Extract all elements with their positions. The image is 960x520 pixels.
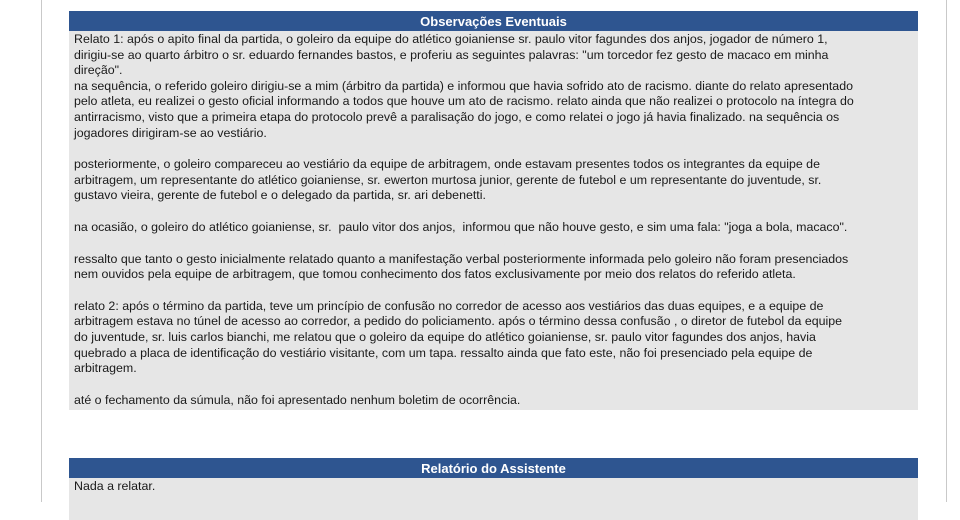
observacoes-section xyxy=(69,11,918,410)
assistente-section xyxy=(69,458,918,520)
relato-1-paragraph: Relato 1: após o apito final da partida, o goleiro da equipe do atlético goianiense sr. paulo vitor fagundes dos anjos, jogador de número 1, dirigiu-se ao quarto árbitro o sr. eduardo fernandes bastos, e proferiu as seguintes palavras: "um torcedor fez gesto de macaco em minha direção". na sequência, o referido goleiro dirigiu-se a mim (árbitro da partida) e informou que havia sofrido ato de racismo. diante do relato apresentado pelo atleta, eu realizei o gesto oficial informando a todos que houve um ato de racismo. relato ainda que não realizei o protocolo na íntegra do antirracismo, visto que a primeira etapa do protocolo prevê a paralisação do jogo, e como relatei o jogo já havia finalizado. na sequência os jogadores dirigiram-se ao vestiário. xyxy=(74,32,854,140)
observacoes-header: Observações Eventuais xyxy=(69,11,918,31)
assistente-body xyxy=(69,478,918,520)
boletim-paragraph: até o fechamento da súmula, não foi apresentado nenhum boletim de ocorrência. xyxy=(74,392,521,407)
posteriormente-paragraph: posteriormente, o goleiro compareceu ao vestiário da equipe de arbitragem, onde estavam presentes todos os integrantes da equipe de arbitragem, um representante do atlético goianiense, sr. ewerton murtosa junior, gerente de futebol e um representante do juventude, sr. gustavo vieira, gerente de futebol e o delegado da partida, sr. ari debenetti. xyxy=(74,157,822,203)
assistente-header: Relatório do Assistente xyxy=(69,458,918,478)
observacoes-body xyxy=(69,31,918,410)
relato-2-paragraph: relato 2: após o término da partida, teve um princípio de confusão no corredor de acesso aos vestiários das duas equipes, e a equipe de arbitragem estava no túnel de acesso ao corredor, a pedido do policiamento. após o término dessa confusão , o diretor de futebol da equipe do juventude, sr. luis carlos bianchi, me relatou que o goleiro da equipe do atlético goianiense, sr. paulo vitor fagundes dos anjos, havia quebrado a placa de identificação do vestiário visitante, com um tapa. ressalto ainda que fato este, não foi presenciado pela equipe de arbitragem. xyxy=(74,298,843,376)
ocasiao-paragraph: na ocasião, o goleiro do atlético goianiense, sr. paulo vitor dos anjos, informou que não houve gesto, e sim uma fala: "joga a bola, macaco". xyxy=(74,219,848,234)
ressalto-paragraph: ressalto que tanto o gesto inicialmente relatado quanto a manifestação verbal posteriormente informada pelo goleiro não foram presenciados nem ouvidos pela equipe de arbitragem, que tomou conhecimento dos fatos exclusivamente por meio dos relatos do referido atleta. xyxy=(74,251,849,282)
assistente-text: Nada a relatar. xyxy=(74,479,156,493)
